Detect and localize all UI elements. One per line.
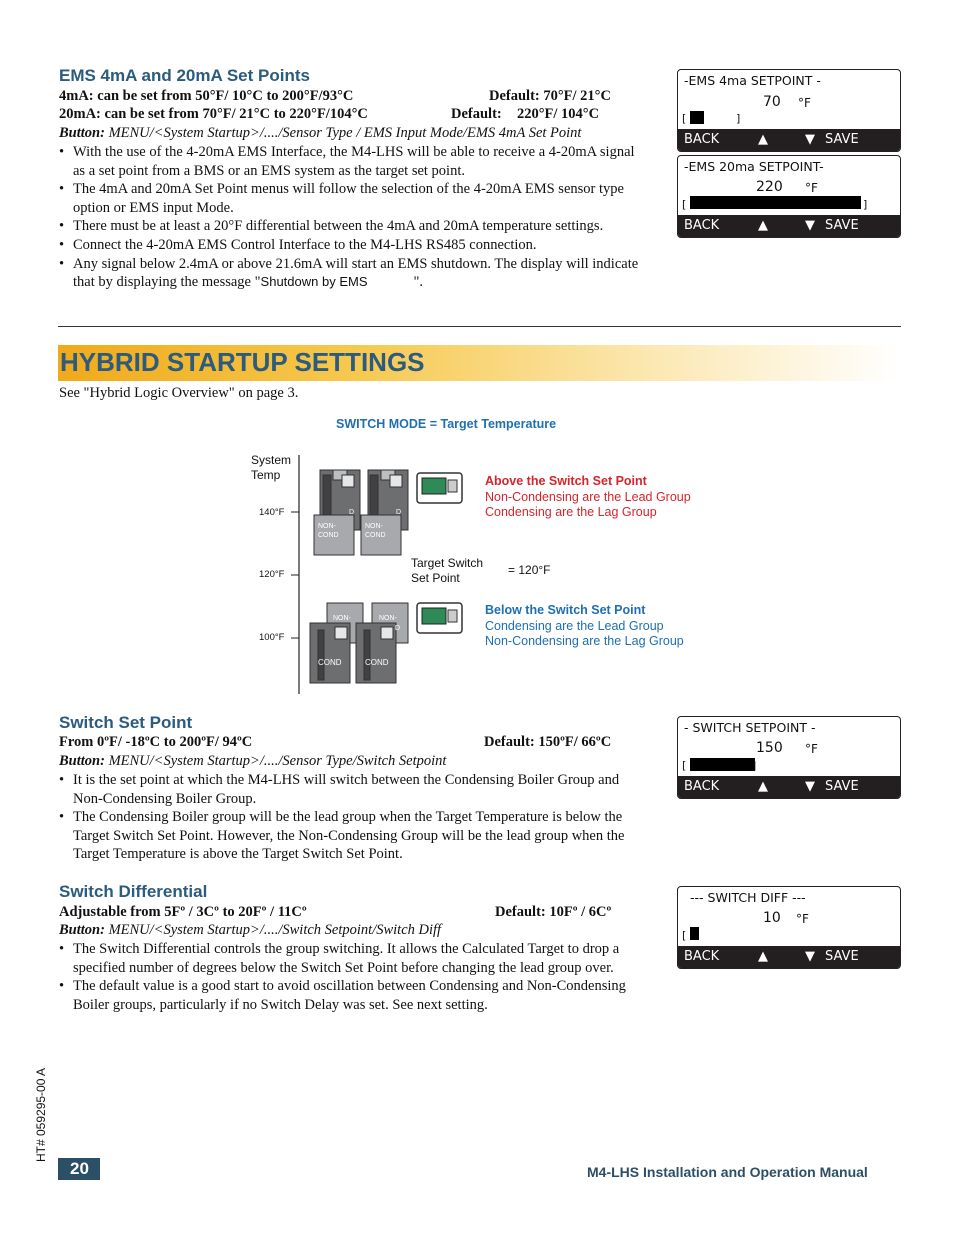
up-arrow-icon[interactable]: ▲ xyxy=(758,779,768,794)
lcd-value: 150 xyxy=(756,740,783,756)
lcd-title: - SWITCH SETPOINT - xyxy=(684,720,816,735)
unit-label-cond: COND xyxy=(318,658,342,667)
switch-setpoint-default: Default: 150ºF/ 66ºC xyxy=(484,734,612,750)
list-item: • There must be at least a 20°F differential between the 4mA and 20mA temperature settings. xyxy=(59,217,649,236)
save-button[interactable]: SAVE xyxy=(825,218,859,233)
save-button[interactable]: SAVE xyxy=(825,779,859,794)
switch-diff-bullets xyxy=(59,940,649,1014)
back-button[interactable]: BACK xyxy=(684,218,720,233)
list-item: • The Switch Differential controls the group switching. It allows the Calculated Target to drop a specified number of degrees below the Switch Set Point before changing the lead group over. xyxy=(59,940,649,977)
page-number-box xyxy=(58,1158,100,1180)
manual-title: M4-LHS Installation and Operation Manual xyxy=(587,1164,868,1180)
lcd-footer xyxy=(678,215,900,237)
above-setpoint-note: Above the Switch Set Point Non-Condensing are the Lead Group Condensing are the Lag Group xyxy=(485,474,691,520)
level-bar xyxy=(690,927,699,940)
level-bar xyxy=(690,111,704,124)
button-path-text: MENU/<System Startup>/..../Sensor Type / EMS Input Mode/EMS 4mA Set Point xyxy=(108,125,582,141)
lcd-footer xyxy=(678,129,900,151)
lcd-switch-diff xyxy=(677,886,901,969)
down-arrow-icon[interactable]: ▼ xyxy=(805,218,815,233)
lcd-title: -EMS 4ma SETPOINT - xyxy=(684,73,821,88)
lcd-value: 10 xyxy=(763,910,781,926)
list-item: • The default value is a good start to avoid oscillation between Condensing and Non-Condensing Boiler groups, particularly if no Switch Delay was set. See next setting. xyxy=(59,977,649,1014)
switch-setpoint-button-path: Button: MENU/<System Startup>/..../Sensor Type/Switch Setpoint xyxy=(59,753,447,769)
bracket-right: ] xyxy=(736,112,741,125)
ems-bullet-list xyxy=(59,143,649,292)
target-switch-value: = 120°F xyxy=(508,563,551,577)
unit-label-non: NON- xyxy=(379,615,397,622)
lcd-switch-setpoint xyxy=(677,716,901,799)
up-arrow-icon[interactable]: ▲ xyxy=(758,132,768,147)
unit-label-non-cond: NON- COND xyxy=(365,523,386,539)
switch-diff-default: Default: 10Fº / 6Cº xyxy=(495,904,612,920)
save-button[interactable]: SAVE xyxy=(825,949,859,964)
switch-setpoint-range: From 0ºF/ -18ºC to 200ºF/ 94ºC xyxy=(59,734,253,750)
controller-icon-upper xyxy=(417,473,462,503)
lcd-title: --- SWITCH DIFF --- xyxy=(690,890,806,905)
lcd-footer xyxy=(678,776,900,798)
lcd-unit: °F xyxy=(805,181,818,195)
list-item: • It is the set point at which the M4-LHS will switch between the Condensing Boiler Group and Non-Condensing Boiler Group. xyxy=(59,771,649,808)
bracket-left: [ xyxy=(682,929,687,942)
back-button[interactable]: BACK xyxy=(684,949,720,964)
list-item: • The 4mA and 20mA Set Point menus will follow the selection of the 4-20mA EMS sensor type option or EMS input Mode. xyxy=(59,180,649,217)
unit-label-cond: COND xyxy=(365,658,389,667)
page-number: 20 xyxy=(70,1159,89,1178)
switch-diff-heading: Switch Differential xyxy=(59,882,208,901)
down-arrow-icon[interactable]: ▼ xyxy=(805,779,815,794)
list-item: • The Condensing Boiler group will be the lead group when the Target Temperature is below the Target Switch Set Point. However, the Non-Condensing Group will be the lead group when the Target Temperature is above the Target Switch Set Point. xyxy=(59,808,649,864)
level-bar xyxy=(690,758,755,771)
save-button[interactable]: SAVE xyxy=(825,132,859,147)
back-button[interactable]: BACK xyxy=(684,132,720,147)
switch-setpoint-heading: Switch Set Point xyxy=(59,713,193,732)
up-arrow-icon[interactable]: ▲ xyxy=(758,218,768,233)
unit-label-non-cond: NON- COND xyxy=(318,523,339,539)
below-setpoint-note: Below the Switch Set Point Condensing are the Lead Group Non-Condensing are the Lag Group xyxy=(485,603,684,649)
down-arrow-icon[interactable]: ▼ xyxy=(805,132,815,147)
lcd-value: 220 xyxy=(756,179,783,195)
level-bar xyxy=(690,196,861,209)
button-label: Button: xyxy=(59,125,105,141)
tick-label-140: 140°F xyxy=(259,507,285,518)
tick-label-100: 100°F xyxy=(259,632,285,643)
tick-label-120: 120°F xyxy=(259,569,285,580)
ems-20ma-default-value: 220°F/ 104°C xyxy=(517,106,600,122)
ems-20ma-default-label: Default: xyxy=(451,106,502,122)
bracket-right: ] xyxy=(752,759,757,772)
bracket-left: [ xyxy=(682,198,687,211)
back-button[interactable]: BACK xyxy=(684,779,720,794)
list-item: • With the use of the 4-20mA EMS Interface, the M4-LHS will be able to receive a 4-20mA signal as a set point from a BMS or an EMS system as the target set point. xyxy=(59,143,649,180)
ems-heading: EMS 4mA and 20mA Set Points xyxy=(59,66,310,85)
unit-label-non: NON- xyxy=(333,615,351,622)
list-item: • Connect the 4-20mA EMS Control Interface to the M4-LHS RS485 connection. xyxy=(59,236,649,255)
unit-label-d: D xyxy=(349,509,355,516)
lcd-footer xyxy=(678,946,900,968)
down-arrow-icon[interactable]: ▼ xyxy=(805,949,815,964)
list-item: • Any signal below 2.4mA or above 21.6mA will start an EMS shutdown. The display will indicate that by displaying the message "Shutdown by EMS ". xyxy=(59,255,649,292)
section-title: HYBRID STARTUP SETTINGS xyxy=(60,347,425,377)
lcd-ems-20ma-setpoint xyxy=(677,155,901,238)
unit-label-d: D xyxy=(396,509,402,516)
lcd-unit: °F xyxy=(798,96,811,110)
diagram-title: SWITCH MODE = Target Temperature xyxy=(336,417,557,431)
unit-label-d: D xyxy=(395,625,401,632)
bracket-left: [ xyxy=(682,112,687,125)
lcd-unit: °F xyxy=(796,912,809,926)
target-switch-label: Target Switch Set Point xyxy=(411,556,484,585)
up-arrow-icon[interactable]: ▲ xyxy=(758,949,768,964)
section-banner xyxy=(58,345,900,381)
lcd-value: 70 xyxy=(763,94,781,110)
switch-diff-range: Adjustable from 5Fº / 3Cº to 20Fº / 11Cº xyxy=(59,904,307,920)
switch-diff-button-path: Button: MENU/<System Startup>/..../Switch Setpoint/Switch Diff xyxy=(59,922,442,938)
y-axis-label: System Temp xyxy=(251,453,292,482)
lcd-ems-4ma-setpoint xyxy=(677,69,901,152)
ems-20ma-range: 20mA: can be set from 70°F/ 21°C to 220°F/104°C xyxy=(59,106,368,122)
ems-4ma-range: 4mA: can be set from 50°F/ 10°C to 200°F/93°C xyxy=(59,88,354,104)
doc-number-wrapper xyxy=(34,1067,56,1162)
switch-setpoint-bullets xyxy=(59,771,649,864)
ems-button-path xyxy=(59,124,581,143)
ems-4ma-default: Default: 70°F/ 21°C xyxy=(489,88,611,104)
lcd-title: -EMS 20ma SETPOINT- xyxy=(684,159,824,174)
bracket-right: ] xyxy=(863,198,868,211)
controller-icon-lower xyxy=(417,603,462,633)
bracket-left: [ xyxy=(682,759,687,772)
lcd-unit: °F xyxy=(805,742,818,756)
section-divider xyxy=(58,326,901,327)
shutdown-message: Shutdown by EMS xyxy=(260,274,368,290)
doc-number: HT# 059295-00 A xyxy=(34,1067,48,1162)
see-also-text: See "Hybrid Logic Overview" on page 3. xyxy=(59,385,299,401)
